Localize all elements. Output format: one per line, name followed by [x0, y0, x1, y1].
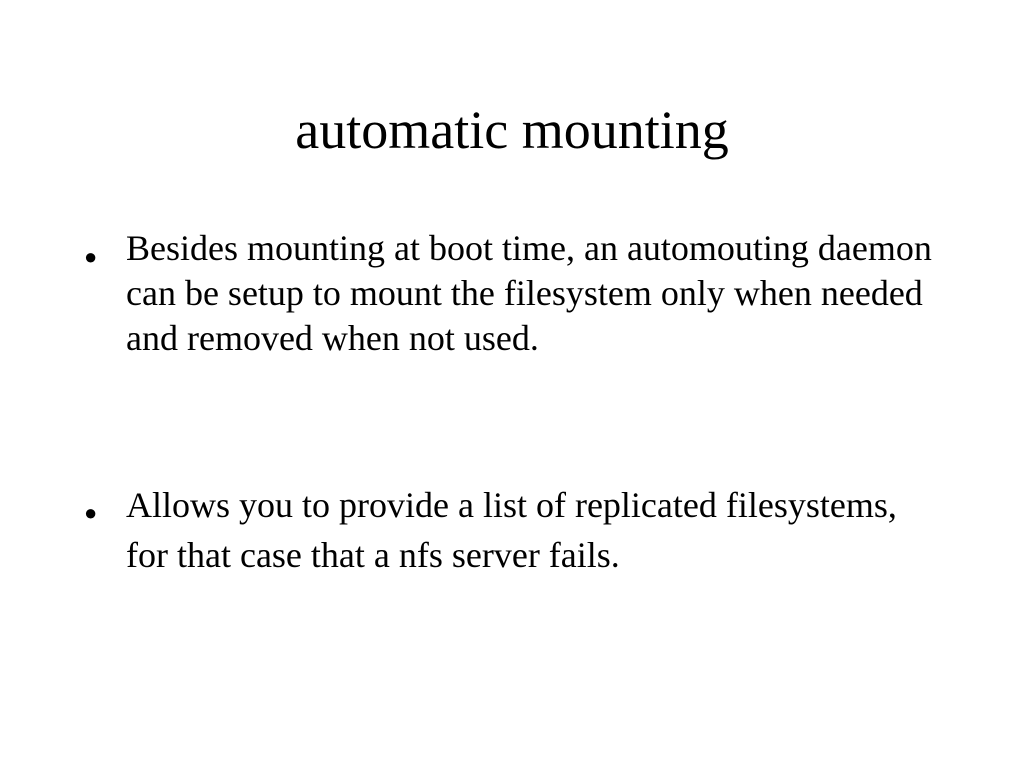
bullet-dot-icon: ●	[84, 500, 98, 525]
slide-title: automatic mounting	[295, 100, 729, 160]
bullet-dot-icon: ●	[84, 244, 98, 269]
bullet-text: Besides mounting at boot time, an automouting daemon can be setup to mount the filesystem only when needed and removed when not used.	[126, 228, 932, 358]
bullet-text: Allows you to provide a list of replicated filesystems, for that case that a nfs server fails.	[126, 485, 897, 575]
